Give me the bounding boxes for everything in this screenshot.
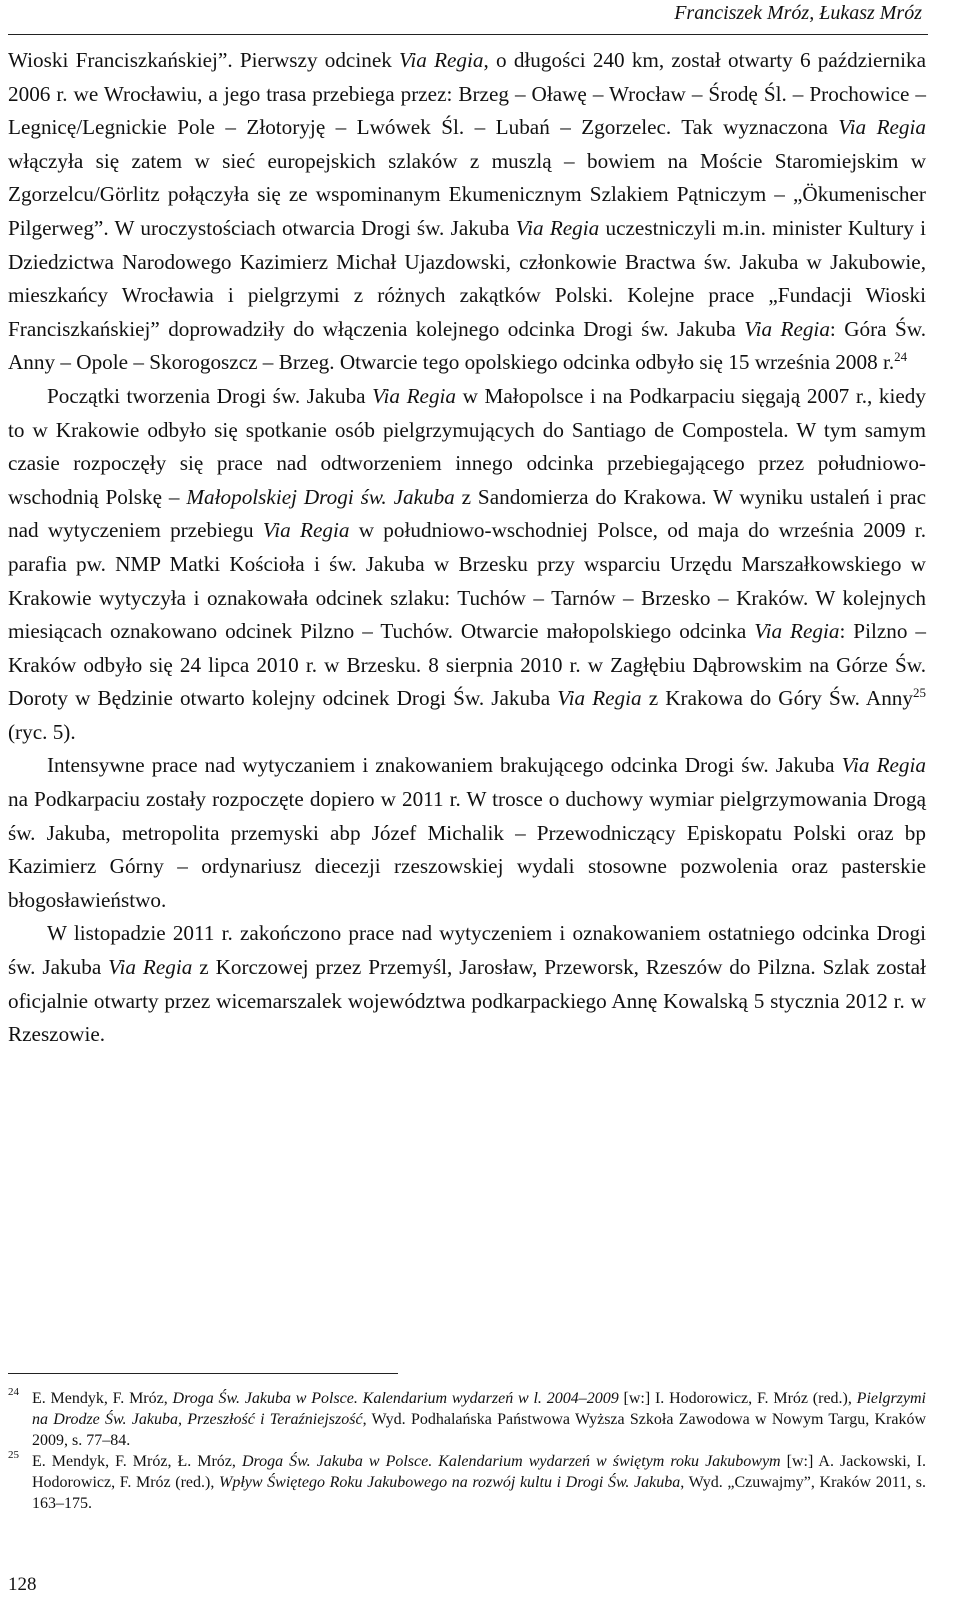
paragraph [8, 749, 926, 917]
text-run: uczestniczyli m.in. minister Kultury i Dziedzictwa Narodowego Kazimierz Michał Ujazdowski, członkowie Bractwa św. Jakuba w Jakubowie, mieszkańcy Wrocławia i pielgrzymi z różnych zakątków Polski. Kolejne prace „Fundacji Wioski Franciszkańskiej” doprowadziły do włączenia kolejnego odcinka Drogi św. Jakuba [8, 215, 926, 341]
running-header: Franciszek Mróz, Łukasz Mróz [674, 2, 922, 24]
italic-text: Via Regia [372, 383, 457, 408]
text-run: E. Mendyk, F. Mróz, Ł. Mróz, [32, 1453, 242, 1470]
italic-text: Droga Św. Jakuba w Polsce. Kalendarium wydarzeń w świętym roku Jakubowym [241, 1453, 781, 1470]
text-run: Intensywne prace nad wytyczaniem i znakowaniem brakującego odcinka Drogi św. Jakuba [47, 753, 842, 778]
footnote-number: 24 [8, 1386, 19, 1398]
italic-text: Via Regia [262, 518, 350, 543]
text-run: w południowo-wschodniej Polsce, od maja do września 2009 r. parafia pw. NMP Matki Kościoła i św. Jakuba w Brzesku przy wsparciu Urzędu Marszałkowskiego w Krakowie wytyczyła i oznakowała odcinek szlaku: Tuchów – Tarnów – Brzesko – Kraków. W kolejnych miesiącach oznakowano odcinek Pilzno – Tuchów. Otwarcie małopolskiego odcinka [8, 518, 926, 644]
text-run: na Podkarpaciu zostały rozpoczęte dopiero w 2011 r. W trosce o duchowy wymiar pielgrzymowania Drogą św. Jakuba, metropolita przemyski abp Józef Michalik – Przewodniczący Episkopatu Polski oraz bp Kazimierz Górny – ordynariusz diecezji rzeszowskiej wydali stosowne pozwolenia oraz pasterskie błogosławieństwo. [8, 787, 926, 912]
text-run: z Sandomierza do Krakowa. W wyniku ustaleń i prac nad wytyczeniem przebiegu [8, 484, 926, 543]
text-run: , Wyd. „Czuwajmy”, Kraków 2011, s. 163–175. [32, 1474, 926, 1512]
italic-text: Małopolskiej Drogi św. Jakuba [186, 484, 455, 509]
footnote-ref: 24 [894, 349, 908, 365]
footnote-separator [8, 1373, 398, 1374]
italic-text: Via Regia [515, 215, 600, 240]
footnote [8, 1388, 926, 1451]
italic-text: Droga Św. Jakuba w Polsce. Kalendarium wydarzeń w l. 2004–2009 [172, 1390, 619, 1407]
text-run: W listopadzie 2011 r. zakończono prace nad wytyczeniem i oznakowaniem ostatniego odcinka Drogi św. Jakuba [8, 921, 926, 980]
body-text [8, 44, 926, 1052]
text-run: : Pilzno – Kraków odbyło się 24 lipca 2010 r. w Brzesku. 8 sierpnia 2010 r. w Zagłębiu Dąbrowskim na Górze Św. Doroty w Będzinie otwarto kolejny odcinek Drogi Św. Jakuba [8, 619, 926, 711]
footnote-ref: 25 [913, 685, 926, 701]
italic-text: Via Regia [838, 115, 926, 140]
text-run: Początki tworzenia Drogi św. Jakuba [47, 383, 373, 408]
text-run: [w:] A. Jackowski, I. Hodorowicz, F. Mróz (red.), [32, 1453, 927, 1491]
text-run: (ryc. 5). [8, 719, 76, 744]
italic-text: Via Regia [744, 316, 830, 341]
paragraph [8, 380, 926, 750]
text-run: Wioski Franciszkańskiej”. Pierwszy odcinek [8, 48, 400, 72]
text-run: : Góra Św. Anny – Opole – Skorogoszcz – Brzeg. Otwarcie tego opolskiego odcinka odbyło się 15 września 2008 r. [8, 316, 926, 375]
footnote-number: 25 [8, 1449, 19, 1461]
text-run: włączyła się zatem w sieć europejskich szlaków z muszlą – bowiem na Moście Staromiejskim w Zgorzelcu/Görlitz połączyła się ze wspominanym Ekumenicznym Szlakiem Pątniczym – „Ökumenischer Pilgerweg”. W uroczystościach otwarcia Drogi św. Jakuba [8, 148, 926, 240]
italic-text: Via Regia [841, 753, 926, 778]
paragraph [8, 917, 926, 1051]
italic-text: Via Regia [557, 686, 642, 711]
paragraph [8, 44, 926, 380]
italic-text: Wpływ Świętego Roku Jakubowego na rozwój kultu i Drogi Św. Jakuba [219, 1474, 681, 1491]
text-run: w Małopolsce i na Podkarpaciu sięgają 2007 r., kiedy to w Krakowie odbyło się spotkanie osób pielgrzymujących do Santiago de Compostela. W tym samym czasie rozpoczęły się prace nad odtworzeniem innego odcinka przebiegającego przez południowo-wschodnią Polskę – [8, 383, 926, 509]
text-run: , o długości 240 km, został otwarty 6 października 2006 r. we Wrocławiu, a jego trasa przebiega przez: Brzeg – Oławę – Wrocław – Środę Śl. – Prochowice – Legnicę/Legnickie Pole – Złotoryję – Lwówek Śl. – Lubań – Zgorzelec. Tak wyznaczona [8, 48, 926, 140]
italic-text: Via Regia [754, 619, 840, 644]
italic-text: Pielgrzymi na Drodze Św. Jakuba, Przeszłość i Teraźniejszość [32, 1390, 926, 1428]
text-run: E. Mendyk, F. Mróz, [32, 1390, 173, 1407]
italic-text: Via Regia [108, 955, 193, 980]
footnote [8, 1451, 926, 1514]
text-run: z Krakowa do Góry Św. Anny [641, 686, 913, 711]
footnotes [8, 1388, 926, 1514]
italic-text: Via Regia [399, 48, 484, 72]
page-number: 128 [8, 1574, 37, 1595]
text-run: z Korczowej przez Przemyśl, Jarosław, Przeworsk, Rzeszów do Pilzna. Szlak został oficjalnie otwarty przez wicemarszalek województwa podkarpackiego Annę Kowalską 5 stycznia 2012 r. w Rzeszowie. [8, 955, 926, 1047]
text-run: , Wyd. Podhalańska Państwowa Wyższa Szkoła Zawodowa w Nowym Targu, Kraków 2009, s. 77–84. [32, 1411, 926, 1449]
text-run: [w:] I. Hodorowicz, F. Mróz (red.), [618, 1390, 857, 1407]
header-rule [8, 34, 928, 35]
